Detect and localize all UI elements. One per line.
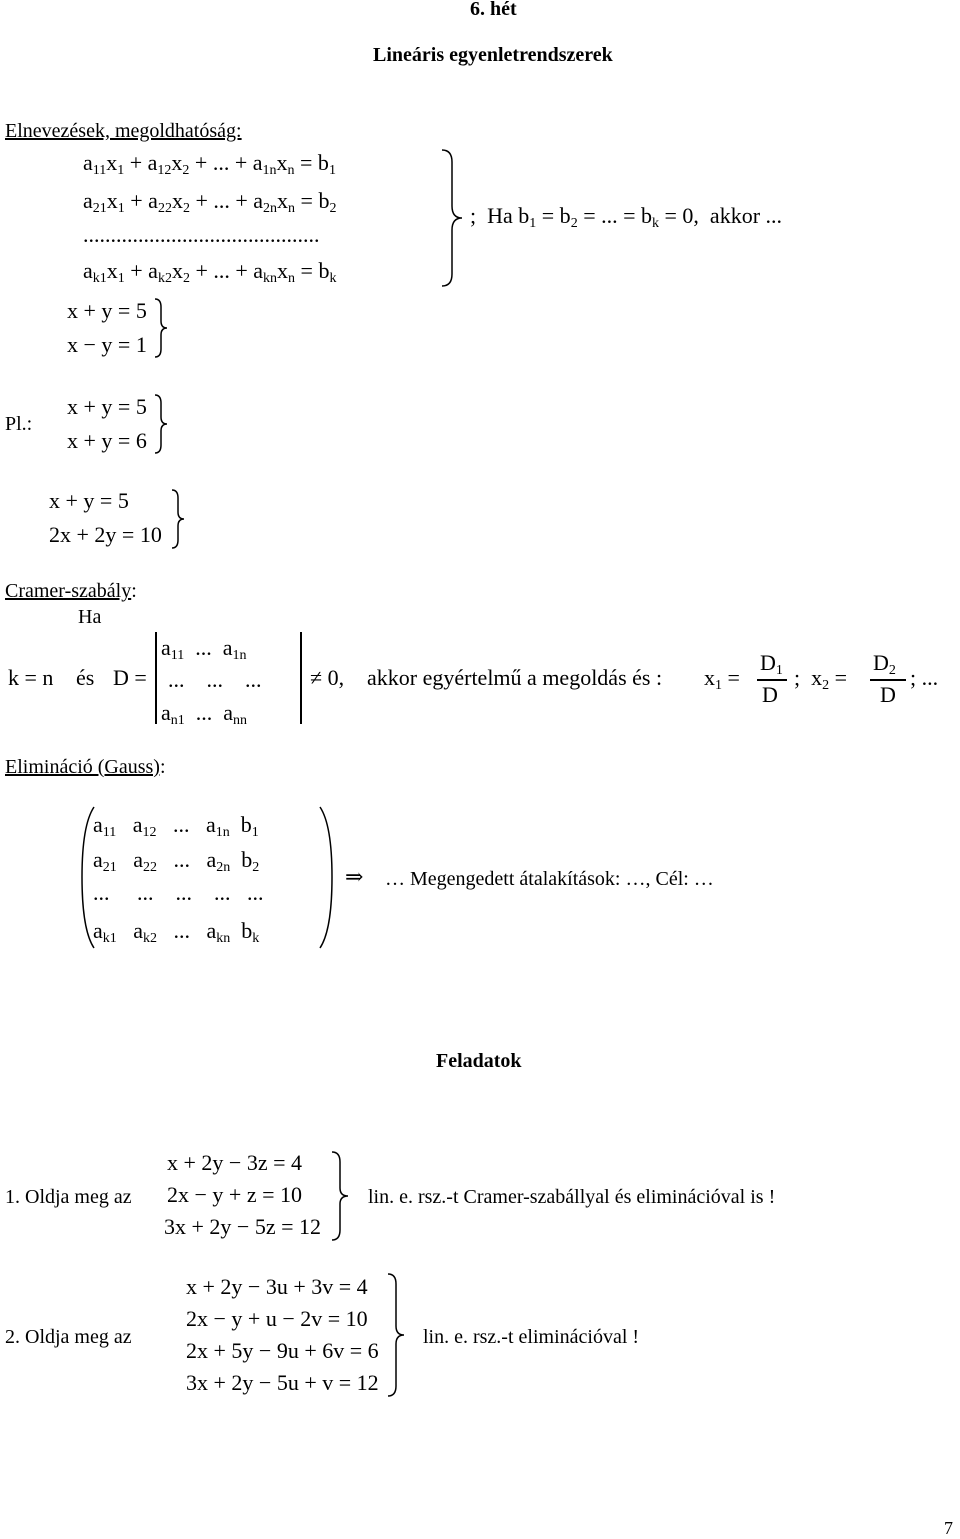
feladatok-title: Feladatok	[436, 1050, 522, 1072]
ex1-eq1: x + y = 5	[67, 298, 147, 323]
ex2-brace	[153, 393, 173, 455]
det-bar-right	[300, 632, 302, 724]
homogeneous-condition: ; Ha $b_1 = b_2$ = ... = $b_k = 0$, akkor ...	[470, 203, 783, 231]
es-word: és	[76, 665, 95, 690]
task2-eq1: x + 2y − 3u + 3v = 4	[186, 1274, 368, 1299]
x2-label: ; $x_2$ =	[794, 665, 848, 693]
task1-eq2: 2x − y + z = 10	[167, 1182, 302, 1207]
task2-eq3: 2x + 5y − 9u + 6v = 6	[186, 1338, 379, 1363]
akkor-text: akkor egyértelmű a megoldás és :	[367, 665, 663, 690]
example-label: Pl.:	[5, 413, 33, 435]
task2-eq2: 2x − y + u − 2v = 10	[186, 1306, 368, 1331]
frac2-bar	[870, 679, 906, 681]
task1-brace	[330, 1150, 354, 1242]
ex2-eq2: x + y = 6	[67, 428, 147, 453]
frac2-num: $D_2$	[873, 650, 896, 678]
task2-eq4: 3x + 2y − 5u + v = 12	[186, 1370, 379, 1395]
task1-label: 1. Oldja meg az	[5, 1186, 132, 1208]
matrix-row-k: $a_{k1}$ $a_{k2}$ ... $a_{kn}$ $b_k$	[93, 918, 260, 946]
right-brace	[440, 148, 470, 288]
frac1-den: D	[762, 682, 778, 707]
task2-label: 2. Oldja meg az	[5, 1326, 132, 1348]
matrix-row-2: $a_{21}$ $a_{22}$ ... $a_{2n}$ $b_2$	[93, 847, 260, 875]
cramer-ha: Ha	[78, 606, 102, 628]
ex1-eq2: x − y = 1	[67, 332, 147, 357]
general-eq-2: $a_{21}x_1 + a_{22}x_2$ + ... + $a_{2n}x_n = b_2$	[83, 188, 337, 216]
ex2-eq1: x + y = 5	[67, 394, 147, 419]
matrix-row-1: $a_{11}$ $a_{12}$ ... $a_{1n}$ $b_1$	[93, 812, 259, 840]
page-title: Lineáris egyenletrendszerek	[373, 44, 613, 66]
cramer-heading: Cramer-szabály:	[5, 580, 137, 602]
frac1-bar	[757, 679, 787, 681]
d-equals: D =	[113, 665, 147, 690]
task2-brace	[386, 1272, 410, 1398]
ex3-eq1: x + y = 5	[49, 488, 129, 513]
matrix-row-dots: ... ... ... ... ...	[93, 880, 264, 905]
frac2-den: D	[880, 682, 896, 707]
general-eq-1: $a_{11}x_1 + a_{12}x_2$ + ... + $a_{1n}x_n = b_1$	[83, 150, 336, 178]
week-label: 6. hét	[470, 0, 517, 20]
det-bar-left	[155, 632, 157, 724]
task2-note: lin. e. rsz.-t eliminációval !	[423, 1326, 640, 1348]
x1-label: $x_1$ =	[704, 665, 740, 693]
neq-zero: ≠ 0,	[310, 665, 345, 690]
ex3-eq2: 2x + 2y = 10	[49, 522, 162, 547]
implies-arrow: ⇒	[345, 864, 364, 889]
page-number: 7	[944, 1518, 953, 1538]
general-eq-dots: ...........................................	[83, 222, 320, 247]
det-row-3: $a_{n1}$ ... $a_{nn}$	[161, 700, 248, 728]
ex3-brace	[170, 488, 190, 550]
task1-eq3: 3x + 2y − 5z = 12	[164, 1214, 321, 1239]
task1-eq1: x + 2y − 3z = 4	[167, 1150, 302, 1175]
section-heading-naming: Elnevezések, megoldhatóság:	[5, 120, 242, 142]
gauss-text: … Megengedett átalakítások: …, Cél: …	[385, 868, 714, 890]
ex1-brace	[153, 297, 173, 359]
det-row-1: $a_{11}$ ... $a_{1n}$	[161, 635, 247, 663]
trailing-dots: ; ...	[910, 665, 939, 690]
det-row-2: ... ... ...	[168, 667, 262, 692]
matrix-paren-right	[318, 805, 334, 950]
frac1-num: $D_1$	[760, 650, 783, 678]
gauss-heading: Elimináció (Gauss):	[5, 756, 166, 778]
k-eq-n: k = n	[8, 665, 54, 690]
task1-note: lin. e. rsz.-t Cramer-szabállyal és eliminációval is !	[368, 1186, 776, 1208]
general-eq-k: $a_{k1}x_1 + a_{k2}x_2$ + ... + $a_{kn}x_n = b_k$	[83, 258, 337, 286]
